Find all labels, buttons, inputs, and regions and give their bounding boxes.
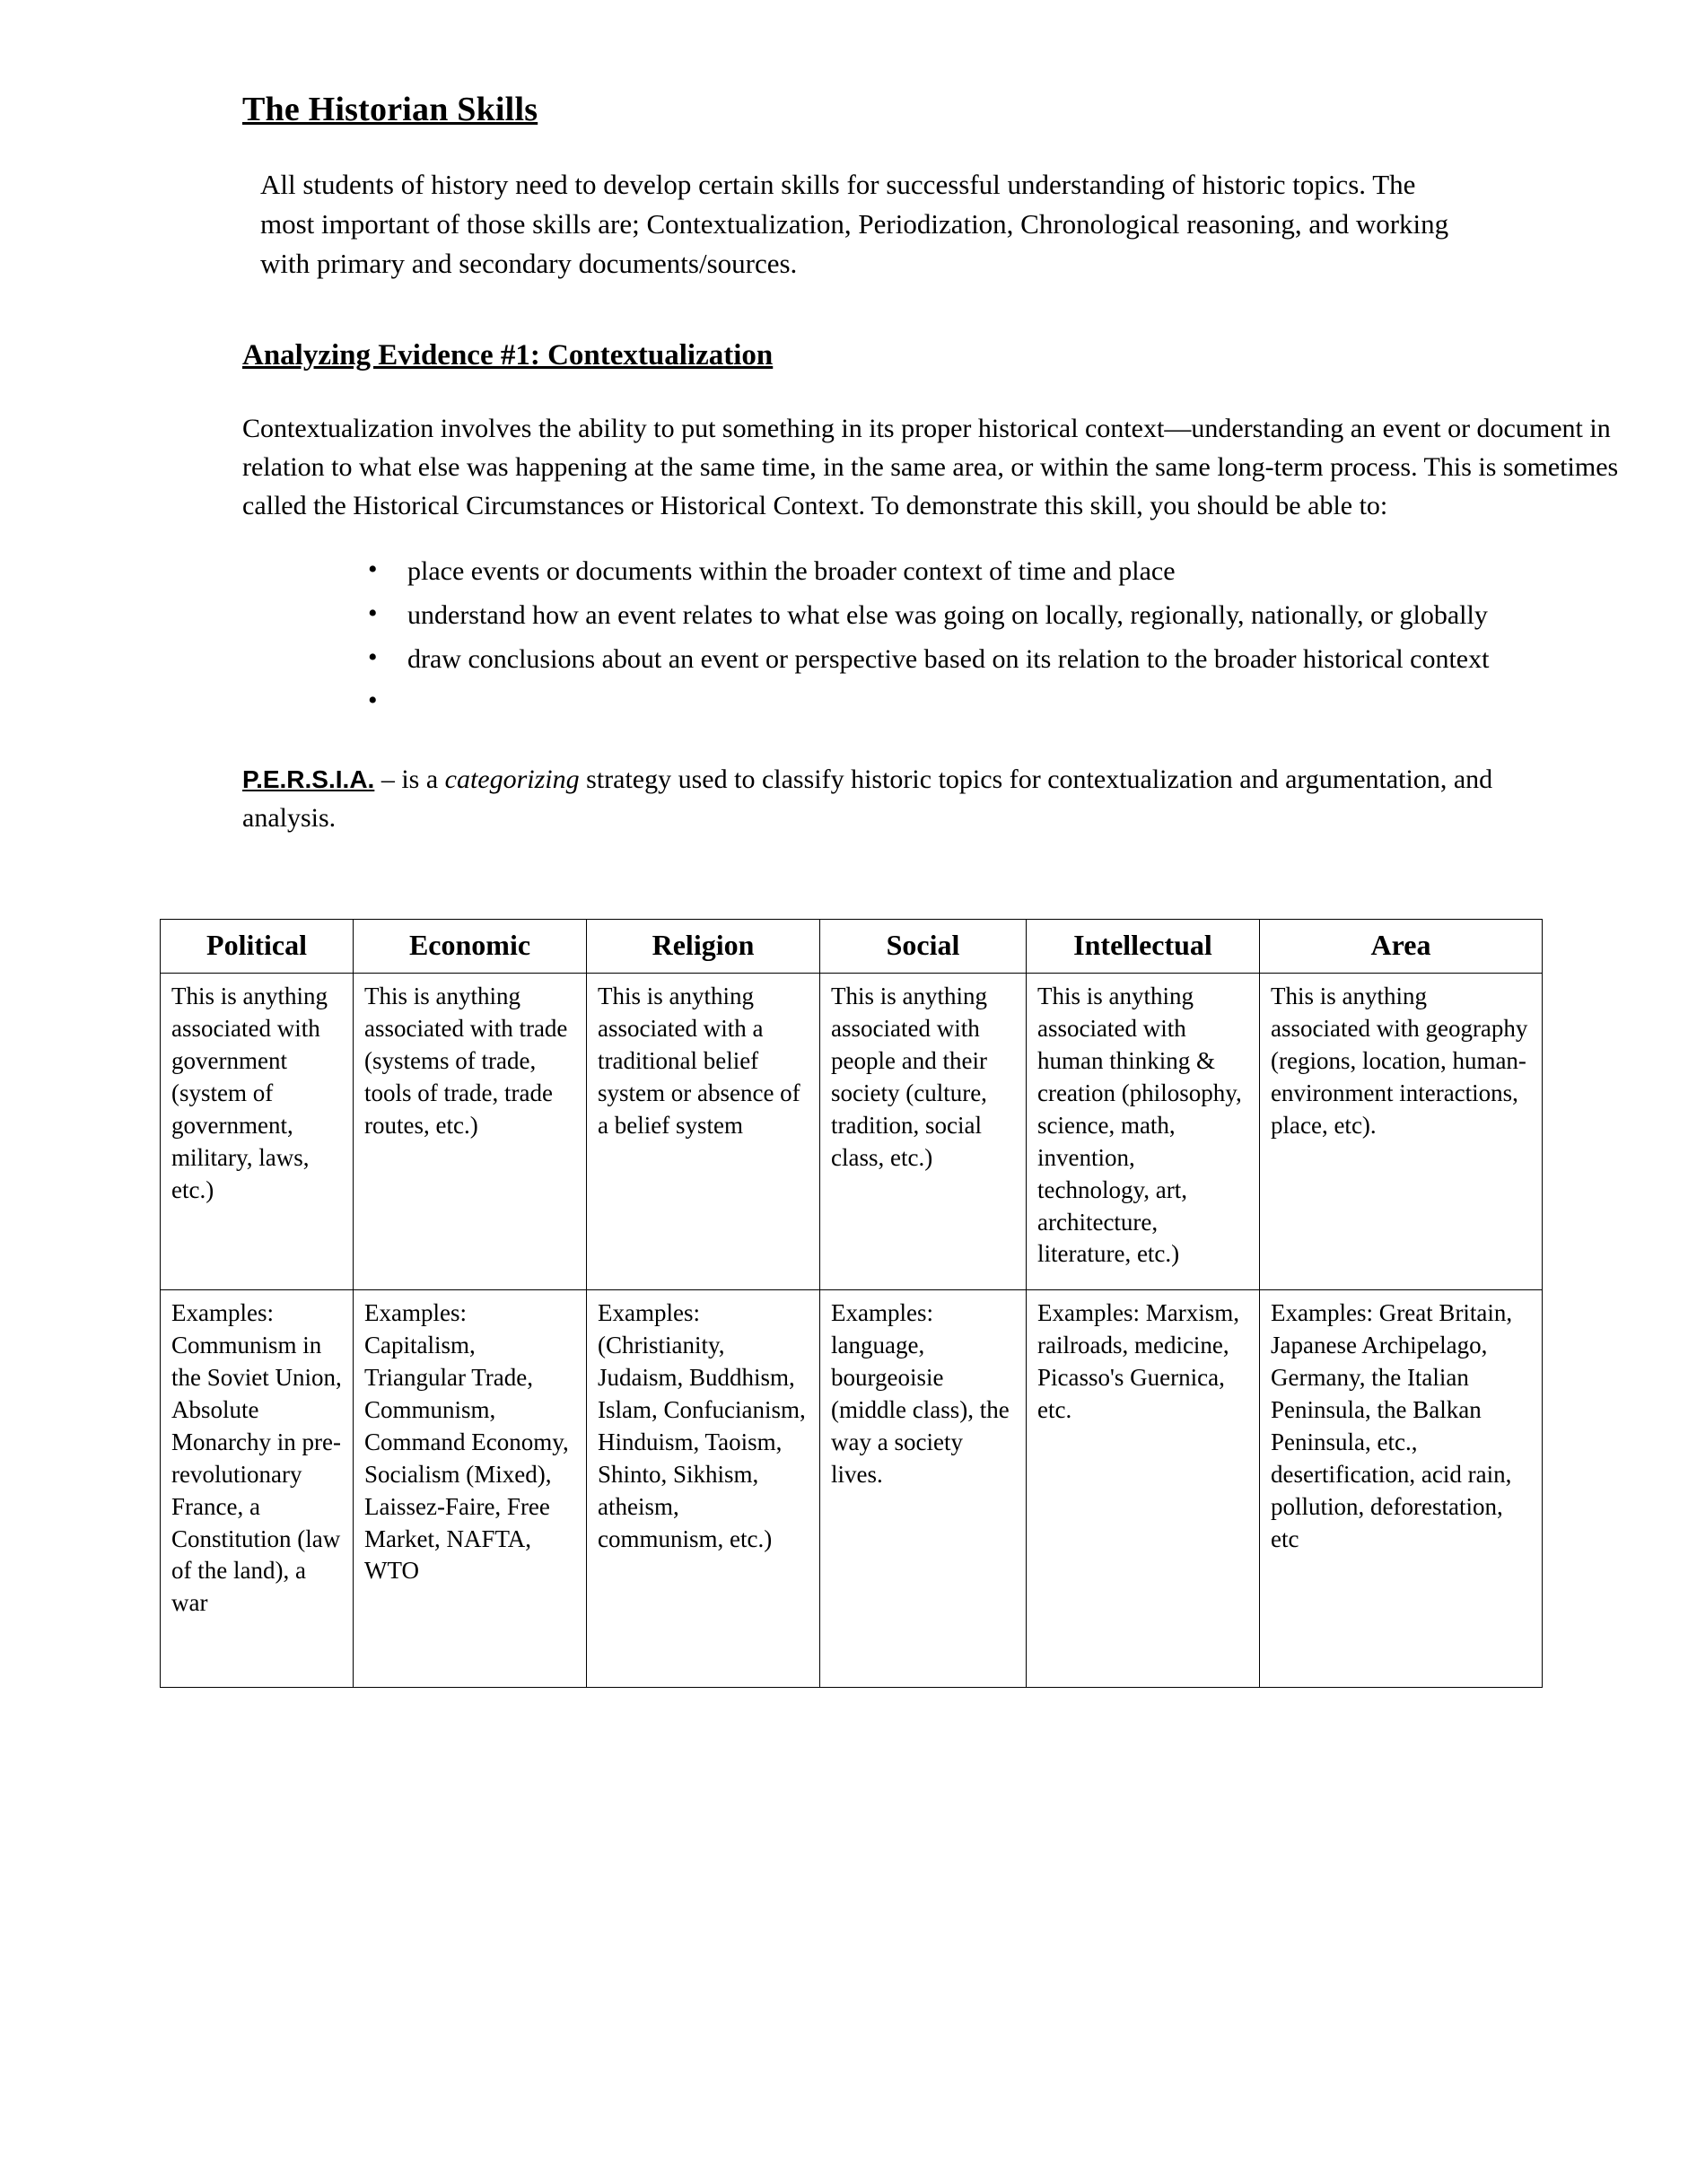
list-item: • place events or documents within the broader context of time and place bbox=[368, 553, 1561, 591]
persia-table bbox=[160, 919, 1543, 1688]
persia-italic-word: categorizing bbox=[444, 764, 580, 795]
table-cell-description-social: This is anything associated with people and their society (culture, tradition, social class, etc.) bbox=[820, 974, 1027, 1290]
table-cell-description-area: This is anything associated with geography (regions, location, human-environment interactions, place, etc). bbox=[1260, 974, 1543, 1290]
table-cell-examples-social: Examples: language, bourgeoisie (middle class), the way a society lives. bbox=[820, 1290, 1027, 1688]
table-header-area: Area bbox=[1260, 920, 1543, 974]
table-header-social: Social bbox=[820, 920, 1027, 974]
table-header-row bbox=[161, 920, 1543, 974]
table-header-intellectual: Intellectual bbox=[1027, 920, 1260, 974]
persia-definition bbox=[242, 761, 1588, 838]
table-cell-examples-political: Examples: Communism in the Soviet Union, Absolute Monarchy in pre-revolutionary France, a Constitution (law of the land), a war bbox=[161, 1290, 354, 1688]
table-header-religion: Religion bbox=[587, 920, 820, 974]
persia-text-before: – is a bbox=[374, 764, 445, 795]
table-row bbox=[161, 1290, 1543, 1688]
table-cell-examples-intellectual: Examples: Marxism, railroads, medicine, Picasso's Guernica, etc. bbox=[1027, 1290, 1260, 1688]
persia-text-after: strategy used to classify historic topics for contextualization and argumentation, and analysis. bbox=[242, 764, 1493, 834]
skills-bullet-list bbox=[314, 553, 1561, 715]
list-item: • understand how an event relates to what else was going on locally, regionally, nationally, or globally bbox=[368, 597, 1561, 635]
table-cell-description-intellectual: This is anything associated with human thinking & creation (philosophy, science, math, invention, technology, art, architecture, literature, etc.) bbox=[1027, 974, 1260, 1290]
table-cell-examples-area: Examples: Great Britain, Japanese Archipelago, Germany, the Italian Peninsula, the Balkan Peninsula, etc., desertification, acid rain, pollution, deforestation, etc bbox=[1260, 1290, 1543, 1688]
intro-paragraph: All students of history need to develop certain skills for successful understanding of historic topics. The most important of those skills are; Contextualization, Periodization, Chronological reasoning, and working with primary and secondary documents/sources. bbox=[260, 169, 1449, 280]
table-cell-description-political: This is anything associated with government (system of government, military, laws, etc.) bbox=[161, 974, 354, 1290]
list-item: • draw conclusions about an event or perspective based on its relation to the broader historical context bbox=[368, 641, 1561, 679]
table-cell-description-economic: This is anything associated with trade (systems of trade, tools of trade, trade routes, etc.) bbox=[354, 974, 587, 1290]
table-cell-examples-economic: Examples: Capitalism, Triangular Trade, Communism, Command Economy, Socialism (Mixed), Laissez-Faire, Free Market, NAFTA, WTO bbox=[354, 1290, 587, 1688]
table-header-economic: Economic bbox=[354, 920, 587, 974]
list-item bbox=[368, 684, 1561, 714]
section-heading-contextualization: Analyzing Evidence #1: Contextualization bbox=[242, 339, 774, 372]
table-row bbox=[161, 974, 1543, 1290]
table-cell-description-religion: This is anything associated with a traditional belief system or absence of a belief system bbox=[587, 974, 820, 1290]
persia-label: P.E.R.S.I.A. bbox=[242, 765, 375, 794]
page-title: The Historian Skills bbox=[242, 91, 538, 128]
section-paragraph: Contextualization involves the ability to put something in its proper historical context—understanding an event or document in relation to what else was happening at the same time, in the same area, or within the same long-term process. This is sometimes called the Historical Circumstances or Historical Context. To demonstrate this skill, you should be able to: bbox=[242, 414, 1619, 520]
table-cell-examples-religion: Examples: (Christianity, Judaism, Buddhism, Islam, Confucianism, Hinduism, Taoism, Shinto, Sikhism, atheism, communism, etc.) bbox=[587, 1290, 820, 1688]
table-header-political: Political bbox=[161, 920, 354, 974]
